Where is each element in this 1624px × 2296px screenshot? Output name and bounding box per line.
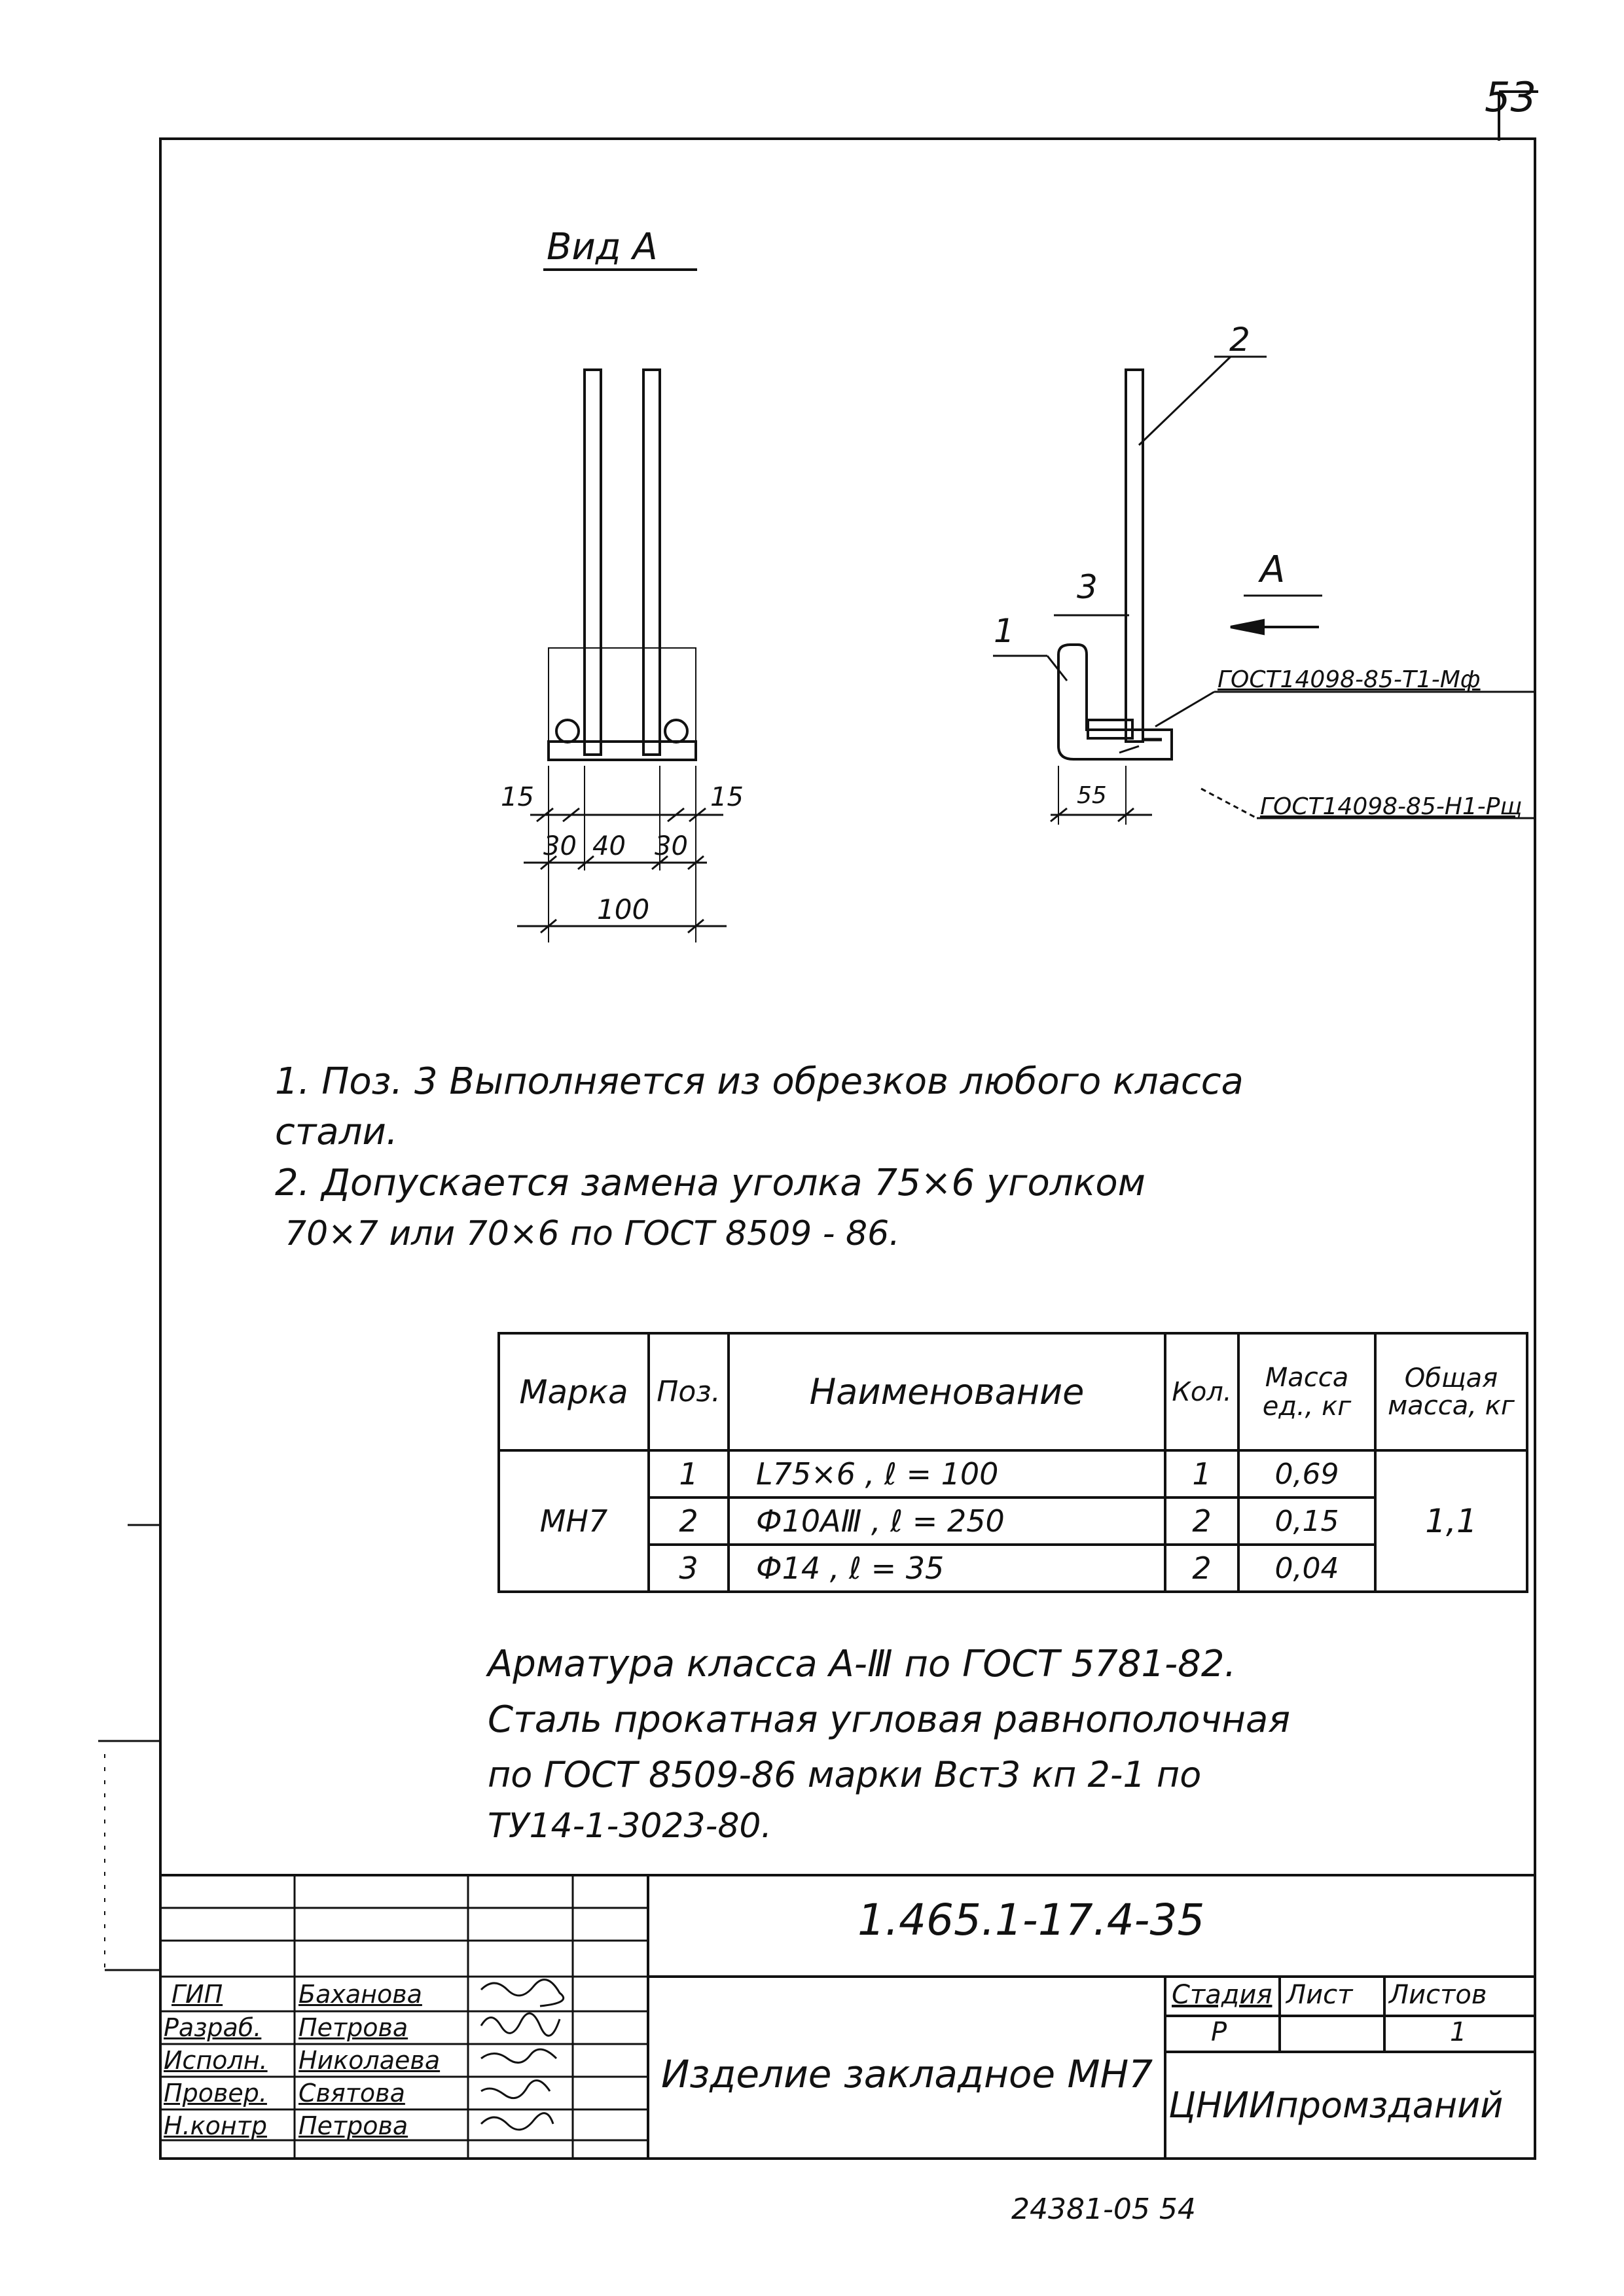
position-label-3: 3: [1077, 568, 1098, 606]
weld-label-bottom: ГОСТ14098-85-Н1-Рщ: [1260, 793, 1523, 820]
name-executor: Николаева: [298, 2046, 441, 2075]
name-gip: Баханова: [298, 1980, 422, 2009]
name-checker: Святова: [298, 2079, 405, 2108]
cell-name: L75×6 , ℓ = 100: [729, 1450, 1165, 1498]
role-gip: ГИП: [171, 1980, 223, 2009]
cell-qty: 2: [1165, 1498, 1238, 1545]
note-line-1: 1. Поз. 3 Выполняется из обрезков любого класса: [275, 1060, 1244, 1103]
dim-spacing-b: 40: [592, 831, 626, 861]
rod-left: [556, 720, 579, 742]
material-note-2: Сталь прокатная угловая равнополочная: [488, 1698, 1291, 1741]
rod-right: [665, 720, 687, 742]
side-bar: [1126, 370, 1143, 742]
cell-qty: 1: [1165, 1450, 1238, 1498]
view-title: Вид А: [547, 226, 658, 268]
sheet-header: Лист: [1286, 1980, 1353, 2010]
view-arrow-label: А: [1260, 548, 1286, 591]
dim-right-edge: 15: [710, 782, 744, 812]
cell-name: Ф10АⅢ , ℓ = 250: [729, 1498, 1165, 1545]
cell-pos: 1: [649, 1450, 729, 1498]
name-norm-control: Петрова: [298, 2111, 408, 2140]
archive-number: 24381-05 54: [1011, 2193, 1196, 2226]
cell-total-mass: 1,1: [1375, 1450, 1527, 1592]
note-line-2: стали.: [275, 1111, 398, 1153]
organization: ЦНИИпромзданий: [1168, 2085, 1504, 2126]
stage-value: Р: [1211, 2017, 1227, 2047]
spec-row: [499, 1498, 1527, 1545]
dim-left-edge: 15: [501, 782, 534, 812]
sheets-value: 1: [1450, 2017, 1467, 2047]
base-plate: [549, 742, 696, 760]
role-checker: Провер.: [164, 2079, 267, 2108]
bar-right: [643, 370, 660, 755]
spec-row: [499, 1450, 1527, 1498]
dim-angle: 55: [1077, 782, 1107, 809]
header-total-mass: Общая масса, кг: [1375, 1333, 1527, 1450]
dim-spacing-a: 30: [543, 831, 577, 861]
role-executor: Исполн.: [164, 2046, 268, 2075]
document-code: 1.465.1-17.4-35: [857, 1895, 1205, 1945]
material-note-3: по ГОСТ 8509-86 марки Вст3 кп 2-1 по: [488, 1754, 1202, 1795]
header-pos: Поз.: [649, 1333, 729, 1450]
material-note-1: Арматура класса А-Ⅲ по ГОСТ 5781-82.: [488, 1643, 1236, 1685]
role-developer: Разраб.: [164, 2013, 262, 2042]
sheets-header: Листов: [1389, 1980, 1487, 2010]
cell-qty: 2: [1165, 1545, 1238, 1592]
header-unit-mass: Масса ед., кг: [1238, 1333, 1375, 1450]
angle-profile: [1058, 645, 1172, 759]
stage-header: Стадия: [1172, 1980, 1272, 2010]
spec-header-row: [499, 1333, 1527, 1450]
cell-mass: 0,04: [1238, 1545, 1375, 1592]
note-line-4: 70×7 или 70×6 по ГОСТ 8509 - 86.: [285, 1214, 900, 1253]
plate-outline: [549, 648, 696, 742]
item-name: Изделие закладное МН7: [661, 2052, 1153, 2096]
header-name: Наименование: [729, 1333, 1165, 1450]
cell-pos: 3: [649, 1545, 729, 1592]
position-label-2: 2: [1229, 321, 1250, 359]
header-qty: Кол.: [1165, 1333, 1238, 1450]
spec-row: [499, 1545, 1527, 1592]
note-line-3: 2. Допускается замена уголка 75×6 уголком: [275, 1162, 1146, 1204]
cell-mark: МН7: [499, 1450, 649, 1592]
dim-overall: 100: [597, 893, 650, 925]
cell-mass: 0,69: [1238, 1450, 1375, 1498]
role-norm-control: Н.контр: [164, 2111, 267, 2140]
dim-spacing-c: 30: [655, 831, 688, 861]
signatures: [481, 1980, 564, 2130]
page-number: 53: [1485, 73, 1536, 121]
name-developer: Петрова: [298, 2013, 408, 2042]
cell-name: Ф14 , ℓ = 35: [729, 1545, 1165, 1592]
header-mark: Марка: [499, 1333, 649, 1450]
specification-table: [497, 1332, 1528, 1593]
position-label-1: 1: [994, 612, 1015, 650]
bar-left: [585, 370, 601, 755]
material-note-4: ТУ14-1-3023-80.: [488, 1806, 772, 1846]
cell-mass: 0,15: [1238, 1498, 1375, 1545]
cell-pos: 2: [649, 1498, 729, 1545]
weld-label-top: ГОСТ14098-85-Т1-Мф: [1218, 666, 1481, 693]
